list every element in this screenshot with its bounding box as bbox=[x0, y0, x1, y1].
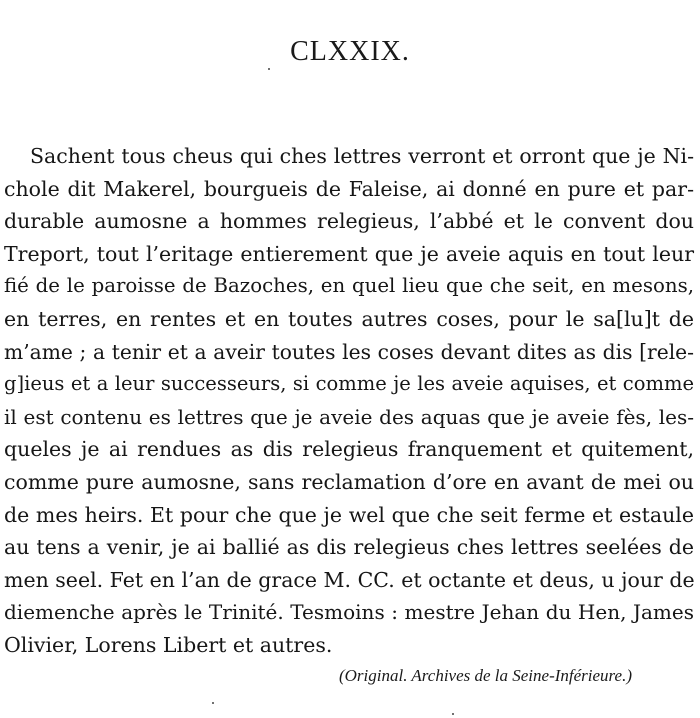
print-speck bbox=[212, 702, 214, 704]
text-line: g]ieus et a leur successeurs, si comme je les aveie aquises, et comme bbox=[4, 372, 694, 396]
charter-text bbox=[4, 140, 694, 662]
text-line: Olivier, Lorens Libert et autres. bbox=[4, 632, 333, 657]
text-line: diemenche après le Trinité. Tesmoins : mestre Jehan du Hen, James bbox=[4, 600, 694, 625]
text-line: de mes heirs. Et pour che que je wel que che seit ferme et estaule bbox=[4, 502, 694, 527]
text-line: Sachent tous cheus qui ches lettres verront et orront que je Ni- bbox=[30, 144, 694, 168]
charter-number-heading: CLXXIX. bbox=[290, 36, 410, 67]
print-speck bbox=[452, 713, 454, 715]
text-line: durable aumosne a hommes relegieus, l’abbé et le convent dou bbox=[4, 209, 694, 234]
print-speck bbox=[268, 68, 270, 70]
text-line: il est contenu es lettres que je aveie des aquas que je aveie fès, les- bbox=[4, 404, 694, 429]
source-citation: (Original. Archives de la Seine-Inférieure.) bbox=[338, 666, 632, 685]
text-line: au tens a venir, je ai ballié as dis relegieus ches lettres seelées de bbox=[4, 535, 694, 560]
text-line: m’ame ; a tenir et a aveir toutes les coses devant dites as dis [rele- bbox=[4, 339, 694, 364]
text-line: comme pure aumosne, sans reclamation d’ore en avant de mei ou bbox=[4, 469, 694, 494]
text-line: fié de le paroisse de Bazoches, en quel lieu que che seit, en mesons, bbox=[4, 274, 694, 298]
text-line: Treport, tout l’eritage entierement que je aveie aquis en tout leur bbox=[4, 241, 694, 266]
text-line: chole dit Makerel, bourgueis de Faleise, ai donné en pure et par- bbox=[4, 176, 694, 201]
text-line: queles je ai rendues as dis relegieus franquement et quitement, bbox=[4, 437, 694, 462]
text-line: en terres, en rentes et en toutes autres coses, pour le sa[lu]t de bbox=[4, 306, 694, 331]
text-line: men seel. Fet en l’an de grace M. CC. et octante et deus, u jour de bbox=[4, 567, 695, 592]
